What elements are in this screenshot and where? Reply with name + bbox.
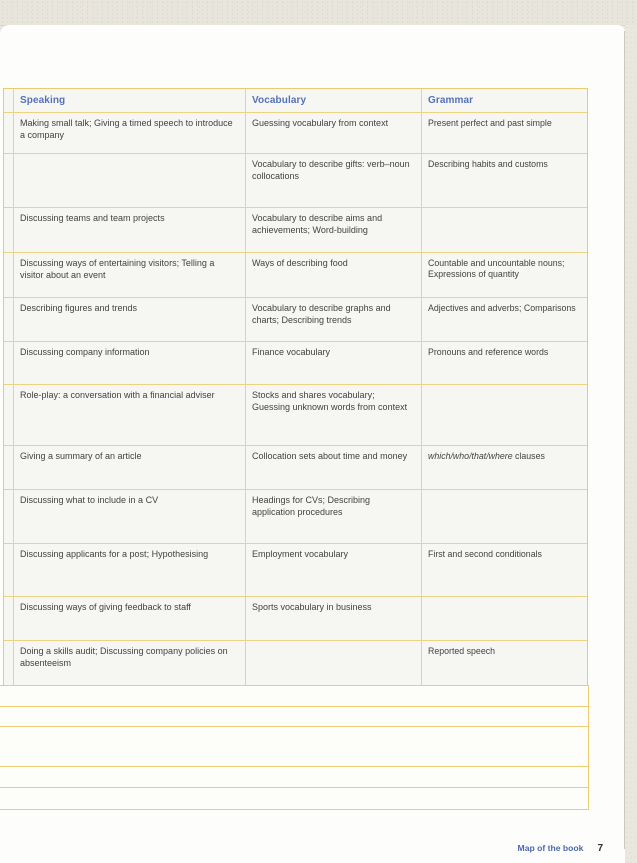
empty-row: [0, 727, 588, 767]
table-cell-speaking: [14, 154, 246, 207]
table-cell-grammar: [422, 490, 587, 543]
page-footer: [0, 838, 603, 856]
cutoff-sliver-cell: [4, 298, 14, 341]
footer-section-title: Map of the book: [517, 843, 584, 853]
table-cell-grammar: [422, 342, 587, 384]
table-cell-vocabulary: Finance vocabulary: [246, 342, 422, 384]
table-cell-grammar: [422, 113, 587, 153]
table-cell-grammar: [422, 154, 587, 207]
table-cell-speaking: Discussing ways of entertaining visitors; Telling a visitor about an event: [14, 253, 246, 297]
grammar-text: Adjectives and adverbs; Comparisons: [428, 303, 576, 313]
cutoff-sliver-cell: [4, 544, 14, 596]
continuation-rows: [0, 685, 589, 810]
table-cell-speaking: Giving a summary of an article: [14, 446, 246, 489]
page-number: 7: [597, 843, 603, 854]
cutoff-sliver-cell: [4, 208, 14, 252]
table-cell-grammar: [422, 253, 587, 297]
table-row: [4, 113, 587, 154]
scan-margin-top: [0, 0, 637, 26]
cutoff-sliver-cell: [4, 113, 14, 153]
table-cell-grammar: [422, 208, 587, 252]
table-cell-speaking: Making small talk; Giving a timed speech to introduce a company: [14, 113, 246, 153]
table-row: [4, 490, 587, 544]
empty-row: [0, 788, 588, 810]
table-cell-speaking: Discussing company information: [14, 342, 246, 384]
table-cell-vocabulary: [246, 641, 422, 687]
table-cell-vocabulary: Stocks and shares vocabulary; Guessing unknown words from context: [246, 385, 422, 445]
table-cell-vocabulary: Sports vocabulary in business: [246, 597, 422, 640]
grammar-text: clauses: [512, 451, 545, 461]
scan-margin-right: [625, 25, 637, 863]
cutoff-sliver-cell: [4, 89, 14, 112]
cutoff-sliver-cell: [4, 597, 14, 640]
table-cell-speaking: Discussing what to include in a CV: [14, 490, 246, 543]
empty-row: [0, 686, 588, 707]
table-cell-speaking: Role-play: a conversation with a financial adviser: [14, 385, 246, 445]
table-row: [4, 208, 587, 253]
table-row: [4, 544, 587, 597]
grammar-text: Pronouns and reference words: [428, 347, 549, 357]
table-row: [4, 342, 587, 385]
table-cell-grammar: [422, 298, 587, 341]
grammar-text: Describing habits and customs: [428, 159, 548, 169]
grammar-text: Countable and uncountable nouns; Expressions of quantity: [428, 258, 565, 280]
table-header-row: [4, 89, 587, 113]
table-cell-speaking: Discussing teams and team projects: [14, 208, 246, 252]
table-cell-vocabulary: Vocabulary to describe aims and achievements; Word-building: [246, 208, 422, 252]
table-row: [4, 385, 587, 446]
table-cell-grammar: [422, 544, 587, 596]
table-cell-grammar: [422, 385, 587, 445]
empty-row: [0, 707, 588, 727]
table-cell-grammar: [422, 597, 587, 640]
table-body: [4, 113, 587, 687]
grammar-text: First and second conditionals: [428, 549, 542, 559]
table-cell-grammar: [422, 446, 587, 489]
grammar-text: Present perfect and past simple: [428, 118, 552, 128]
table-row: [4, 597, 587, 641]
table-cell-vocabulary: Collocation sets about time and money: [246, 446, 422, 489]
table-cell-speaking: Discussing ways of giving feedback to staff: [14, 597, 246, 640]
table-row: [4, 298, 587, 342]
table-cell-speaking: Describing figures and trends: [14, 298, 246, 341]
cutoff-sliver-cell: [4, 385, 14, 445]
table-row: [4, 253, 587, 298]
map-of-book-table: [3, 88, 588, 688]
table-cell-vocabulary: Vocabulary to describe graphs and charts; Describing trends: [246, 298, 422, 341]
table-cell-vocabulary: Ways of describing food: [246, 253, 422, 297]
cutoff-sliver-cell: [4, 446, 14, 489]
table-row: [4, 154, 587, 208]
empty-row: [0, 767, 588, 788]
table-row: [4, 641, 587, 687]
table-cell-vocabulary: Headings for CVs; Describing application procedures: [246, 490, 422, 543]
cutoff-sliver-cell: [4, 154, 14, 207]
table-cell-vocabulary: Vocabulary to describe gifts: verb–noun collocations: [246, 154, 422, 207]
page-edge-line: [624, 31, 625, 849]
cutoff-sliver-cell: [4, 641, 14, 687]
table-cell-vocabulary: Employment vocabulary: [246, 544, 422, 596]
cutoff-sliver-cell: [4, 253, 14, 297]
grammar-italic-text: which/who/that/where: [428, 451, 513, 461]
table-cell-vocabulary: Guessing vocabulary from context: [246, 113, 422, 153]
grammar-text: Reported speech: [428, 646, 495, 656]
book-page: [0, 25, 625, 863]
table-cell-grammar: [422, 641, 587, 687]
table-cell-speaking: Discussing applicants for a post; Hypothesising: [14, 544, 246, 596]
table-row: [4, 446, 587, 490]
column-header-grammar: Grammar: [428, 95, 474, 106]
table-cell-speaking: Doing a skills audit; Discussing company policies on absenteeism: [14, 641, 246, 687]
cutoff-sliver-cell: [4, 342, 14, 384]
column-header-vocabulary: Vocabulary: [246, 89, 422, 112]
column-header-speaking: Speaking: [14, 89, 246, 112]
cutoff-sliver-cell: [4, 490, 14, 543]
